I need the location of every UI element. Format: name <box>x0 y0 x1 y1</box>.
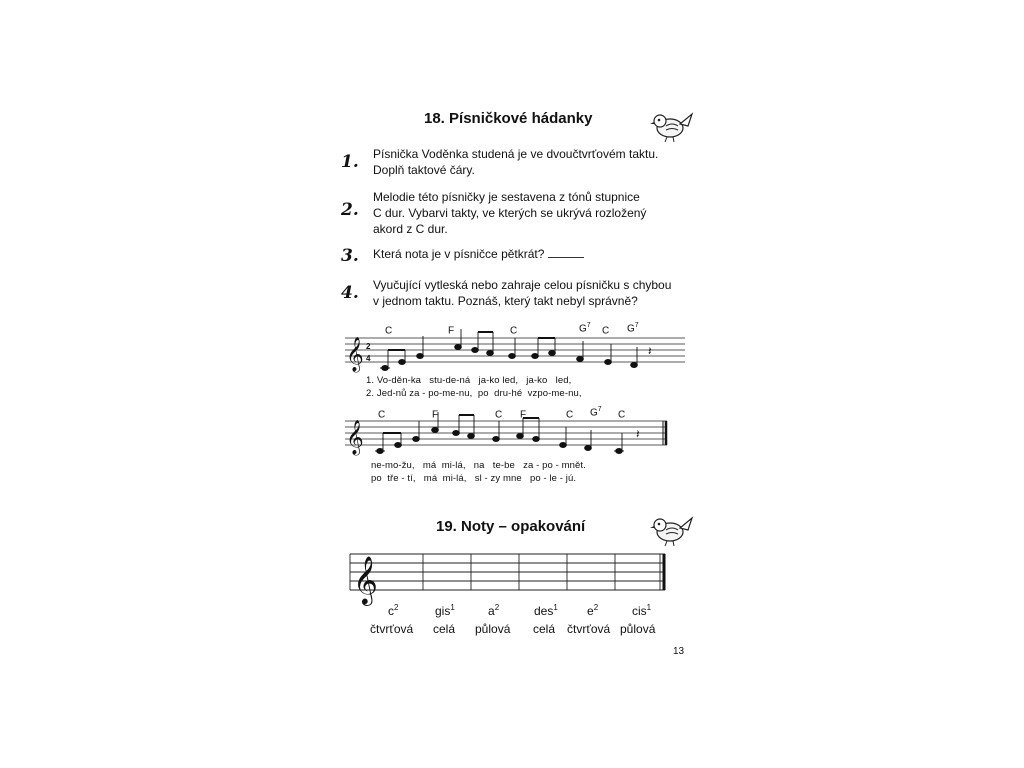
chord-symbol: F <box>520 409 527 421</box>
question-4-text: Vyučující vytleská nebo zahraje celou písničku s chybou v jednom taktu. Poznáš, který takt nebyl správně? <box>373 278 672 308</box>
note-name: gis$^1$ <box>435 603 455 618</box>
exercise-staff <box>345 548 670 604</box>
time-signature: 2 <box>366 342 371 351</box>
treble-clef-icon: 𝄞 <box>346 337 364 372</box>
note-value: půlová <box>620 622 656 636</box>
question-1-number: 1. <box>341 152 359 172</box>
treble-clef-icon: 𝄞 <box>346 420 364 455</box>
question-2-text: Melodie této písničky je sestavena z tónů stupnice C dur. Vybarvi takty, ve kterých se ukrývá rozložený akord z C dur. <box>373 190 647 236</box>
question-3-number: 3. <box>341 246 359 266</box>
note-name: des$^1$ <box>534 603 558 618</box>
lyrics-staff2-verse2: po tře - tí, má mi-lá, sl - zy mne po - le - jú. <box>371 473 577 484</box>
section-19-title: 19. Noty – opakování <box>436 518 586 535</box>
chord-symbol: C <box>510 325 518 337</box>
note-value: půlová <box>475 622 511 636</box>
page-number: 13 <box>673 646 685 657</box>
svg-text:4: 4 <box>366 354 371 363</box>
music-staff-2 <box>340 413 690 459</box>
note-value: celá <box>433 622 456 636</box>
answer-blank[interactable] <box>548 257 584 258</box>
note-name: cis$^1$ <box>632 603 652 618</box>
chord-symbol: F <box>448 325 455 337</box>
music-staff-1 <box>340 330 690 376</box>
question-3-text: Která nota je v písničce pětkrát? <box>373 246 584 262</box>
lyrics-staff1-verse1: 1. Vo-děn-ka stu-de-ná ja-ko led, ja-ko led, <box>366 375 572 386</box>
note-name: $c^2$ <box>388 603 399 618</box>
bird-icon <box>650 104 696 144</box>
chord-symbol: C <box>618 409 626 421</box>
note-value: čtvrťová <box>567 622 611 636</box>
note-name: $a^2$ <box>488 603 500 618</box>
rest-icon: 𝄽 <box>648 344 652 358</box>
chord-symbol: C <box>495 409 503 421</box>
chord-symbol: C <box>566 409 574 421</box>
treble-clef-icon: 𝄞 <box>353 555 378 604</box>
question-4-number: 4. <box>341 283 359 303</box>
lyrics-staff1-verse2: 2. Jed-nů za - po-me-nu, po dru-hé vzpo-me-nu, <box>366 388 582 399</box>
question-1-text: Písnička Voděnka studená je ve dvoučtvrťovém taktu. Doplň taktové čáry. <box>373 147 659 177</box>
note-value: celá <box>533 622 556 636</box>
chord-symbol: $G^7$ <box>627 322 639 335</box>
lyrics-staff2-verse1: ne-mo-žu, má mi-lá, na te-be za - po - mnět. <box>371 460 586 471</box>
bird-icon <box>650 508 696 548</box>
chord-symbol: C <box>385 325 393 337</box>
chord-symbol: F <box>432 409 439 421</box>
rest-icon: 𝄽 <box>636 427 640 441</box>
section-18-title: 18. Písničkové hádanky <box>424 110 593 127</box>
note-value: čtvrťová <box>370 622 414 636</box>
chord-symbol: $G^7$ <box>590 406 602 419</box>
chord-symbol: $G^7$ <box>579 322 591 335</box>
chord-symbol: C <box>378 409 386 421</box>
chord-symbol: C <box>602 325 610 337</box>
question-2-number: 2. <box>341 200 359 220</box>
note-name: $e^2$ <box>587 603 599 618</box>
